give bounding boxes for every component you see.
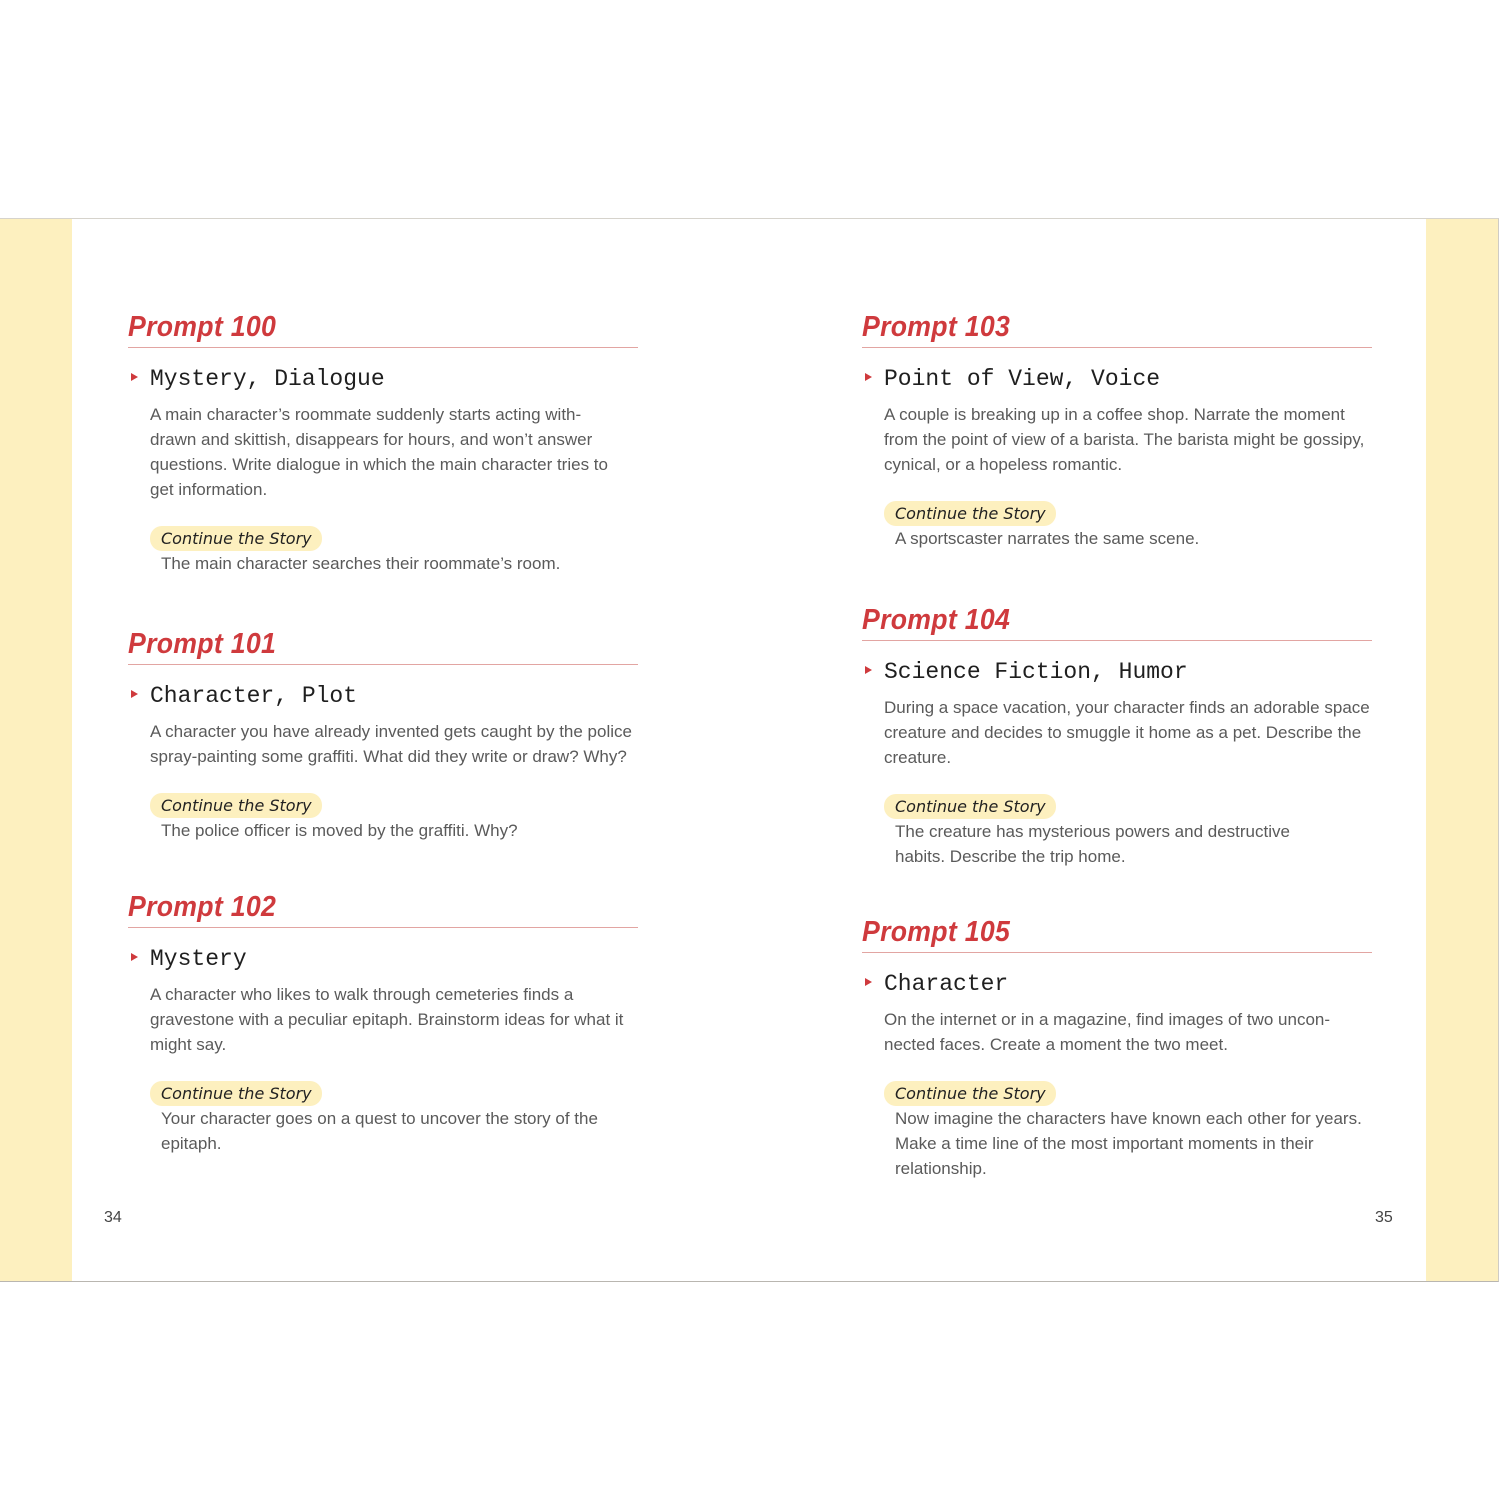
title-rule <box>862 347 1372 348</box>
prompt-tags-row <box>862 969 1372 999</box>
continue-label: Continue the Story <box>150 793 322 818</box>
continue-body <box>884 526 1372 551</box>
triangle-bullet-icon <box>865 666 872 674</box>
title-rule <box>862 640 1372 641</box>
title-rule <box>862 952 1372 953</box>
prompt-tags-row <box>128 364 638 394</box>
continue-body <box>150 818 638 843</box>
page-number-left: 34 <box>104 1209 122 1226</box>
triangle-bullet-icon <box>865 978 872 986</box>
prompt-block <box>862 602 1372 869</box>
continue-body <box>884 819 1372 869</box>
body-line: might say. <box>150 1035 227 1054</box>
continue-section <box>128 793 638 843</box>
prompt-tags-row <box>128 681 638 711</box>
body-line: spray-painting some graffiti. What did they write or draw? Why? <box>150 747 627 766</box>
prompt-title: Prompt 100 <box>128 311 277 343</box>
prompt-title: Prompt 103 <box>862 311 1011 343</box>
prompt-tags: Science Fiction, Humor <box>884 659 1188 685</box>
title-rule <box>128 927 638 928</box>
continue-line: epitaph. <box>161 1134 222 1153</box>
prompt-tags: Mystery <box>150 946 247 972</box>
body-line: creature and decides to smuggle it home as a pet. Describe the <box>884 723 1362 742</box>
continue-label: Continue the Story <box>884 1081 1056 1106</box>
prompt-tags: Character, Plot <box>150 683 358 709</box>
body-line: get information. <box>150 480 268 499</box>
continue-line: The police officer is moved by the graffiti. Why? <box>161 821 518 840</box>
page-number-right: 35 <box>1375 1209 1393 1226</box>
body-line: nected faces. Create a moment the two meet. <box>884 1035 1228 1054</box>
body-line: from the point of view of a barista. The barista might be gossipy, <box>884 430 1365 449</box>
body-line: A couple is breaking up in a coffee shop. Narrate the moment <box>884 405 1345 424</box>
continue-line: The creature has mysterious powers and destructive <box>895 822 1290 841</box>
continue-label: Continue the Story <box>150 1081 322 1106</box>
prompt-block <box>128 309 638 576</box>
continue-line: Your character goes on a quest to uncover the story of the <box>161 1109 598 1128</box>
continue-body <box>150 1106 638 1156</box>
continue-section <box>128 1081 638 1156</box>
continue-section <box>862 501 1372 551</box>
body-line: creature. <box>884 748 952 767</box>
continue-line: relationship. <box>895 1159 987 1178</box>
continue-line: Make a time line of the most important moments in their <box>895 1134 1314 1153</box>
body-line: A main character’s roommate suddenly starts acting with- <box>150 405 582 424</box>
prompt-block <box>128 626 638 843</box>
prompt-body <box>128 402 620 502</box>
body-line: drawn and skittish, disappears for hours, and won’t answer <box>150 430 593 449</box>
continue-line: The main character searches their roommate’s room. <box>161 554 561 573</box>
continue-body <box>884 1106 1372 1181</box>
triangle-bullet-icon <box>131 690 138 698</box>
prompt-tags-row <box>128 944 638 974</box>
triangle-bullet-icon <box>865 373 872 381</box>
continue-label: Continue the Story <box>150 526 322 551</box>
book-spread <box>0 218 1499 1282</box>
continue-section <box>128 526 638 576</box>
left-margin-band <box>0 219 72 1281</box>
continue-body <box>150 551 638 576</box>
prompt-tags: Character <box>884 971 1009 997</box>
prompt-body <box>128 719 632 769</box>
continue-section <box>862 1081 1372 1181</box>
title-rule <box>128 664 638 665</box>
prompt-title: Prompt 102 <box>128 891 277 923</box>
title-rule <box>128 347 638 348</box>
body-line: A character you have already invented gets caught by the police <box>150 722 632 741</box>
prompt-body <box>128 982 624 1057</box>
prompt-title: Prompt 101 <box>128 628 277 660</box>
body-line: On the internet or in a magazine, find images of two uncon- <box>884 1010 1331 1029</box>
continue-label: Continue the Story <box>884 501 1056 526</box>
body-line: A character who likes to walk through cemeteries finds a <box>150 985 574 1004</box>
body-line: questions. Write dialogue in which the main character tries to <box>150 455 608 474</box>
body-line: gravestone with a peculiar epitaph. Brainstorm ideas for what it <box>150 1010 624 1029</box>
body-line: During a space vacation, your character finds an adorable space <box>884 698 1370 717</box>
prompt-title: Prompt 105 <box>862 916 1011 948</box>
prompt-tags-row <box>862 657 1372 687</box>
triangle-bullet-icon <box>131 953 138 961</box>
body-line: cynical, or a hopeless romantic. <box>884 455 1123 474</box>
continue-label: Continue the Story <box>884 794 1056 819</box>
prompt-tags-row <box>862 364 1372 394</box>
prompt-tags: Mystery, Dialogue <box>150 366 385 392</box>
prompt-title: Prompt 104 <box>862 604 1011 636</box>
prompt-body <box>862 695 1370 770</box>
continue-section <box>862 794 1372 869</box>
prompt-block <box>128 889 638 1156</box>
prompt-block <box>862 914 1372 1181</box>
right-margin-band <box>1426 219 1498 1281</box>
continue-line: A sportscaster narrates the same scene. <box>895 529 1200 548</box>
prompt-body <box>862 1007 1354 1057</box>
triangle-bullet-icon <box>131 373 138 381</box>
prompt-block <box>862 309 1372 551</box>
continue-line: Now imagine the characters have known each other for years. <box>895 1109 1362 1128</box>
continue-line: habits. Describe the trip home. <box>895 847 1126 866</box>
prompt-body <box>862 402 1365 477</box>
prompt-tags: Point of View, Voice <box>884 366 1161 392</box>
